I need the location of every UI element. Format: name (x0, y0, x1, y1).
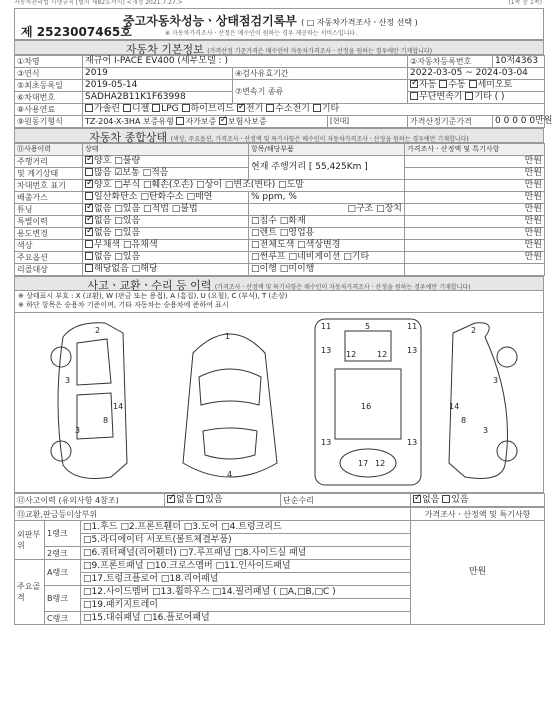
row-tuning-label: 튜닝 (15, 204, 83, 216)
transmission-options-2: 무단변속기 기타 ( ) (408, 92, 545, 104)
special-none-checkbox[interactable] (85, 216, 93, 224)
rankC-parts: □15.대쉬패널 □16.플로어패널 (81, 612, 411, 625)
label-frame-13a: 13 (321, 346, 332, 355)
row-color-state: 무채색 □유채색 (83, 240, 249, 252)
label-left-2: 2 (95, 326, 101, 335)
price-label: 가격산정기준가격 (408, 116, 493, 128)
rank1-parts-a: □1.후드 □2.프론트휀더 □3.도어 □4.트렁크리드 (81, 521, 411, 534)
vin-mark-good-checkbox[interactable] (85, 180, 93, 188)
row-option-state: 없음 □있음 (83, 252, 249, 264)
year-value: 2019 (83, 68, 233, 80)
row-emission-label: 배출가스 (15, 192, 83, 204)
parts-table (14, 507, 545, 625)
cvt-checkbox[interactable] (410, 92, 418, 100)
parts-label: ⑬교환,판금등이상부위 (15, 508, 411, 521)
first-reg-label: ⑤최초등록일 (15, 80, 83, 92)
rankA-label: A랭크 (45, 560, 81, 586)
row-usage-price: 만원 (405, 228, 545, 240)
overall-col-detail: 항목/해당부품 (249, 144, 405, 156)
label-frame-12a: 12 (346, 350, 357, 359)
emission-co-checkbox[interactable] (85, 192, 93, 200)
option-none-checkbox[interactable] (85, 252, 93, 260)
row-vin-mark-label: 차대번호 표기 (15, 180, 83, 192)
section-accident: 사고ㆍ교환ㆍ수리 등 이력 (가격조사ㆍ산정액 및 특기사항은 매수인이 자동차가격조사ㆍ산정을 원하는 경우에만 기재합니다) (14, 276, 544, 291)
fuel-gasoline-checkbox[interactable] (85, 104, 93, 112)
rankB-parts-b: □19.패키지트레이 (81, 599, 411, 612)
label-frame-12c: 12 (375, 459, 386, 468)
row-mileage-price: 만원 (405, 156, 545, 168)
inspection-sheet (14, 8, 553, 625)
row-special-label: 특별이력 (15, 216, 83, 228)
accident-none-checkbox[interactable] (167, 495, 175, 503)
fuel-hybrid-checkbox[interactable] (182, 104, 190, 112)
parts-price-head: 가격조사ㆍ산정액 및 특기사항 (411, 508, 545, 521)
repair-yes-checkbox[interactable] (442, 495, 450, 503)
row-usage-label: 용도변경 (15, 228, 83, 240)
label-left-14: 14 (113, 402, 124, 411)
price-value: 0 0 0 0 0만원 (493, 116, 545, 128)
transmission-label: ⑦변속기 종류 (233, 80, 408, 104)
rankC-label: C랭크 (45, 612, 81, 625)
label-frame-12b: 12 (377, 350, 388, 359)
fuel-label: ⑧사용연료 (15, 104, 83, 116)
row-color-price: 만원 (405, 240, 545, 252)
row-color-detail: □전체도색 □색상변경 (249, 240, 405, 252)
label-frame-17: 17 (358, 459, 369, 468)
document-subtitle: ※ 자동차가격조사ㆍ산정은 매수인이 원하는 경우 제공하는 서비스입니다. (165, 30, 358, 37)
right-front-wheel (497, 347, 517, 367)
reg-no-value: 10저4363 (493, 56, 545, 68)
section-basic-info: 자동차 기본정보 (가격산정 기준가격은 매수인이 자동차가격조사ㆍ산정을 원하는 경우에만 기재합니다) (14, 40, 544, 55)
rank1-parts-b: □5.라디에이터 서포트(볼트체결부품) (81, 534, 411, 547)
document-number: 제 2523007465호 (21, 25, 132, 39)
car-diagram-svg (15, 313, 543, 491)
rankB-label: B랭크 (45, 586, 81, 612)
valid-label: ④검사유효기간 (233, 68, 408, 80)
row-gauge-label: 및 계기상태 (15, 168, 83, 180)
usage-none-checkbox[interactable] (85, 228, 93, 236)
semiauto-checkbox[interactable] (469, 80, 477, 88)
document-header (14, 8, 544, 40)
accident-yes-checkbox[interactable] (196, 495, 204, 503)
legend-note: ※ 하단 항목은 승용차 기준이며, 기타 자동차는 승용차에 준하여 표시 (18, 301, 229, 309)
manual-checkbox[interactable] (439, 80, 447, 88)
fuel-electric-checkbox[interactable] (237, 104, 245, 112)
accident-history-label: ⑫사고이력 (유의사항 4참조) (15, 494, 165, 507)
row-tuning-state: ✓ 없음 □있음 □적법 □불법 (83, 204, 249, 216)
simple-repair-options: ✓ 없음 있음 (411, 494, 545, 507)
fuel-hydrogen-checkbox[interactable] (266, 104, 274, 112)
first-reg-value: 2019-05-14 (83, 80, 233, 92)
repair-none-checkbox[interactable] (413, 495, 421, 503)
accident-history-table (14, 493, 545, 507)
row-emission-detail: % ppm, % (249, 192, 405, 204)
label-right-2: 2 (471, 326, 477, 335)
legend-symbols: ※ 상태표시 부호 : X (교환), W (판금 또는 용접), A (흠집), U (요철), C (부식), T (손상) (18, 292, 288, 300)
row-emission-price: 만원 (405, 192, 545, 204)
transmission-options-1: ✓자동 수동 세미오토 (408, 80, 545, 92)
rankB-parts-a: □12.사이드멤버 □13.휠하우스 □14.필러패널 ( □A,□B,□C ) (81, 586, 411, 599)
row-vin-mark-price: 만원 (405, 180, 545, 192)
rank2-label: 2랭크 (45, 547, 81, 560)
row-recall-state: 해당없음 □해당 (83, 264, 249, 276)
symbol-legend (14, 291, 544, 313)
section-overall-state: 자동차 종합상태 (색상, 주요옵션, 가격조사ㆍ산정액 및 특기사항은 매수인이 자동차가격조사ㆍ산정을 원하는 경우에만 기재합니다) (14, 128, 544, 143)
row-special-detail: □침수 □화재 (249, 216, 405, 228)
vehicle-diagram (14, 313, 544, 493)
label-left-3a: 3 (65, 376, 71, 385)
simple-repair-label: 단순수리 (281, 494, 411, 507)
row-mileage-state: ✓ 양호 □불량 (83, 156, 249, 168)
label-left-3b: 3 (75, 426, 81, 435)
rank1-label: 1랭크 (45, 521, 81, 547)
page-count: (1쪽 중 1쪽) (508, 0, 542, 6)
row-gauge-state: 많음 ☑보통 □적음 (83, 168, 249, 180)
car-name-label: ①차명 (15, 56, 83, 68)
label-right-3b: 3 (483, 426, 489, 435)
label-frame-11b: 11 (407, 322, 418, 331)
warranty-self-checkbox[interactable] (176, 117, 184, 125)
row-mileage-label: 주행거리 (15, 156, 83, 168)
accident-history-options: ✓ 없음 있음 (165, 494, 281, 507)
engine-value: TZ-204-X-3HA 보증유형 자가보증 ✓ 보험사보증 (83, 116, 328, 128)
rankA-parts-a: □9.프론트패널 □10.크로스멤버 □11.인사이드패널 (81, 560, 411, 573)
label-frame-16: 16 (361, 402, 372, 411)
auto-checkbox[interactable] (410, 80, 418, 88)
row-recall-detail: □이행 □미이행 (249, 264, 405, 276)
row-color-label: 색상 (15, 240, 83, 252)
recall-none-checkbox[interactable] (85, 264, 93, 272)
row-recall-price (405, 264, 545, 276)
year-label: ③연식 (15, 68, 83, 80)
engine-label: ⑨원동기형식 (15, 116, 83, 128)
color-achromatic-checkbox[interactable] (85, 240, 93, 248)
warranty-insurance-checkbox[interactable] (219, 117, 227, 125)
car-name-value: 재규어 I-PACE EV400 (세부모델 : ) (83, 56, 408, 68)
overall-col-price: 가격조사ㆍ산정액 및 특기사항 (405, 144, 545, 156)
label-right-3a: 3 (493, 376, 499, 385)
left-side-car-outline (58, 323, 127, 479)
label-left-8: 8 (103, 416, 109, 425)
row-option-label: 주요옵션 (15, 252, 83, 264)
outer-panel-label: 외판부위 (15, 521, 45, 560)
row-mileage-detail: 현재 주행거리 [ 55,425Km ] (249, 156, 405, 180)
row-special-state: ✓ 없음 □있음 (83, 216, 249, 228)
label-top-1: 1 (225, 332, 231, 341)
fuel-diesel-checkbox[interactable] (123, 104, 131, 112)
document-title: 중고자동차성능ㆍ상태점검기록부 ( □ 자동차가격조사ㆍ산정 선택 ) (123, 14, 418, 28)
other-trans-checkbox[interactable] (465, 92, 473, 100)
rank2-parts: □6.쿼터패널(리어휀더) □7.루프패널 □8.사이드실 패널 (81, 547, 411, 560)
fuel-lpg-checkbox[interactable] (152, 104, 160, 112)
right-side-car-outline (449, 323, 508, 479)
vin-label: ⑥차대번호 (15, 92, 83, 104)
rankA-parts-b: □17.트렁크플로어 □18.리어패널 (81, 573, 411, 586)
row-emission-state: 일산화탄소 □탄화수소 □매연 (83, 192, 249, 204)
gauge-many-checkbox[interactable] (85, 168, 93, 176)
label-frame-13d: 13 (407, 438, 418, 447)
parts-price: 만원 (411, 521, 545, 625)
label-right-8: 8 (461, 416, 467, 425)
label-frame-11a: 11 (321, 322, 332, 331)
row-tuning-detail: □구조 □장치 (249, 204, 405, 216)
form-reference: 자동차관리법 시행규칙 [별지 제82호서식] <개정 2021.7.27.> (14, 0, 183, 6)
top-car-outline (183, 334, 277, 477)
tuning-none-checkbox[interactable] (85, 204, 93, 212)
valid-value: 2022-03-05 ~ 2024-03-04 (408, 68, 545, 80)
row-usage-detail: □렌트 □영업용 (249, 228, 405, 240)
form-header-line (0, 0, 556, 6)
vin-value: SADHA2B11K1F63998 (83, 92, 233, 104)
row-option-price: 만원 (405, 252, 545, 264)
label-top-4: 4 (227, 470, 233, 479)
overall-col-state: 상태 (83, 144, 249, 156)
overall-col-item: ⑪사용이력 (15, 144, 83, 156)
warranty-company: [현대] (328, 116, 408, 128)
windshield (199, 369, 261, 405)
row-usage-state: ✓ 없음 □있음 (83, 228, 249, 240)
label-frame-13b: 13 (407, 346, 418, 355)
main-frame-label: 주요골격 (15, 560, 45, 625)
overall-state-table (14, 143, 545, 276)
row-gauge-price: 만원 (405, 168, 545, 180)
label-right-14: 14 (449, 402, 460, 411)
rear-window (203, 428, 257, 459)
label-frame-5: 5 (365, 322, 371, 331)
left-side-window-front (77, 339, 111, 385)
row-option-detail: □썬루프 □네비게이션 □기타 (249, 252, 405, 264)
label-frame-13c: 13 (321, 438, 332, 447)
mileage-good-checkbox[interactable] (85, 156, 93, 164)
row-recall-label: 리콜대상 (15, 264, 83, 276)
row-special-price: 만원 (405, 216, 545, 228)
reg-no-label: ②자동차등록번호 (408, 56, 493, 68)
fuel-options: 가솔린 디젤 LPG 하이브리드 ✓ 전기 수소전기 기타 (83, 104, 545, 116)
row-vin-mark-state: ✓ 양호 □부식 □훼손(오손) □상이 □변조(변타) □도말 (83, 180, 405, 192)
row-tuning-price: 만원 (405, 204, 545, 216)
fuel-other-checkbox[interactable] (313, 104, 321, 112)
basic-info-table (14, 55, 553, 128)
